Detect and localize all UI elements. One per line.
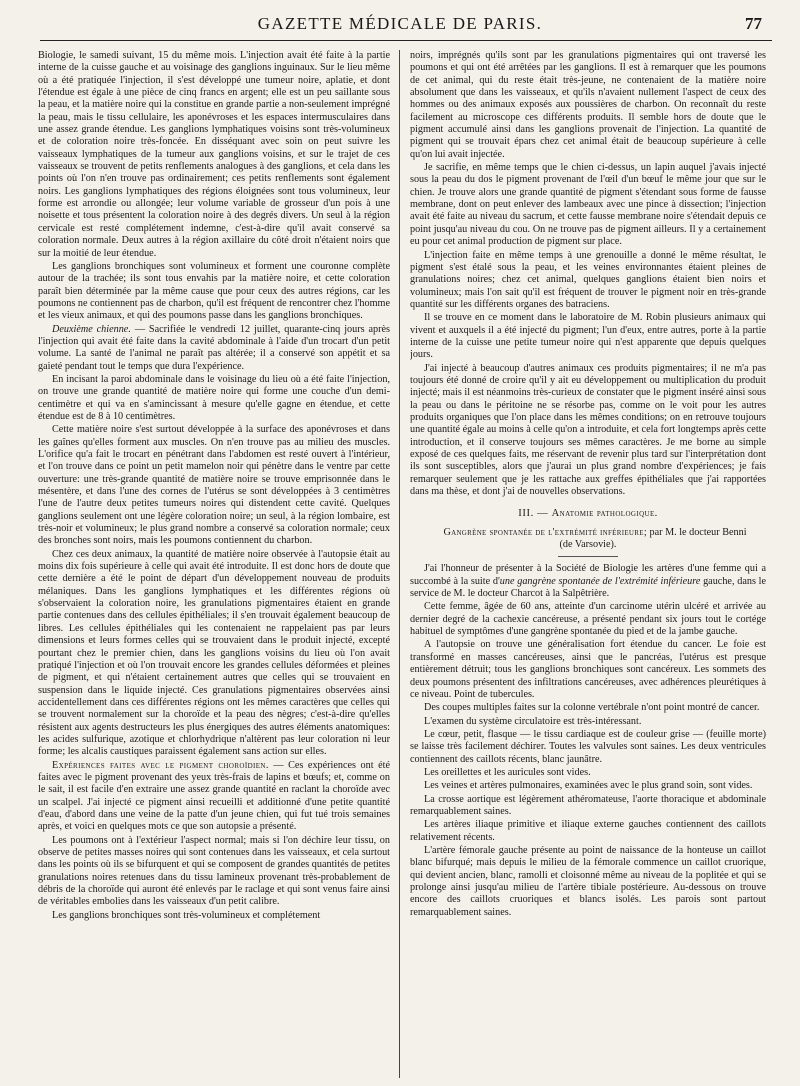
paragraph [38, 760, 390, 834]
page-header [0, 0, 800, 46]
paragraph: noirs, imprégnés qu'ils sont par les granulations pigmentaires qui ont traversé les poumons et qui ont été arrêtées par les ganglions. Il est à remarquer que les poumons de cet animal, qui du reste était très-jeune, ne contenaient de la matière noire absolument que dans les vaisseaux, et qu'ils n'avaient nullement l'aspect de ceux des hommes ou des animaux exposés aux poussières de charbon. On reconnaît du reste facilement au microscope ces différents produits. Il semble hors de doute que le pigment accumulé ainsi dans les ganglions provenait de l'injection. La quantité de pigment qui se trouvait épars chez cet animal était de beaucoup supérieure à celle qu'on lui avait injectée. [410, 50, 766, 160]
paragraph: Il se trouve en ce moment dans le laboratoire de M. Robin plusieurs animaux qui vivent et auxquels il a été injecté du pigment; l'un d'eux, entre autres, porte à la partie interne de la cuisse une petite tumeur noire qui n'est apparente que depuis quelques jours. [410, 312, 766, 361]
paragraph: Les veines et artères pulmonaires, examinées avec le plus grand soin, sont vides. [424, 780, 753, 792]
paragraph: J'ai injecté à beaucoup d'autres animaux ces produits pigmentaires; il ne m'a pas toujours été donné de croire qu'il y ait eu développement ou multiplication du produit injecté; mais il est néanmoins très-curieux de constater que le pigment inséré ainsi sous la peau ou dans le péritoine ne se résorbe pas, comme on le voit pour les autres produits organiques que l'on place dans les mêmes conditions; on en retrouve toujours une quantité égale au moins à celle qu'on a introduite, et cela fort longtemps après cette introduction, et il conserve toujours ses mêmes caractères. Je me borne au simple exposé de ces quelques faits, me réservant de revenir plus tard sur l'interprétation dont ils sont susceptibles, alors que j'aurai un plus grand nombre d'expériences; je fais remarquer seulement que je les rattache aux greffes épithéliales que j'ai rapportées dans ma thèse, et dont j'ai de nouvelles observations. [410, 362, 766, 498]
paragraph: L'examen du système circulatoire est très-intéressant. [424, 715, 642, 727]
paragraph-text: — Ces expériences ont été faites avec le pigment provenant des yeux très-frais de lapins et bœufs; et, comme on le sait, il est facile d'en extraire une assez grande quantité en raclant la choroïde avec un scalpel. J'ai injecté ce pigment ainsi recueilli et additionné d'une petite quantité d'eau, d'abord dans une veine de la patte d'un jeune chien, qui fut tué trois semaines après, et voici en quelques mots ce que son autopsie a présenté. [38, 759, 390, 833]
column-divider [399, 50, 400, 1078]
title-rule [558, 556, 618, 557]
page-number: 77 [745, 14, 762, 33]
paragraph: A l'autopsie on trouve une généralisation fort étendue du cancer. Le foie est transformé en masses cancéreuses, ainsi que le pancréas, l'utérus est presque entièrement détruit; tous les ganglions bronchiques sont cancéreux. Les sommets des deux poumons présentent des infiltrations cancéreuses, avec adhérences pleurétiques à ce niveau. Point de tubercules. [410, 639, 766, 700]
paragraph [410, 563, 766, 600]
emphasis-text: une gangrène spontanée de l'extrémité inférieure [499, 575, 701, 587]
paragraph: Les ganglions bronchiques sont volumineux et forment une couronne complète autour de la trachée; ils sont tous envahis par la matière noire, et cette coloration paraît bien déterminée par la même cause que pour ceux des autres régions, car les poumons ne contiennent pas de charbon, qu'il est fréquent de rencontrer chez l'homme et les vieux animaux, et qui des poumons passe dans les ganglions bronchiques. [38, 260, 390, 322]
paragraph: L'injection faite en même temps à une grenouille a donné le même résultat, le pigment s'est étalé sous la peau, et les veines environnantes étaient pleines de granulations noires; chez cet animal, quelques ganglions étaient bien noirs et volumineux; mais l'on sait qu'il est fréquent de trouver le pigment noir en très-grande quantité sur les différents organes des batraciens. [410, 249, 766, 310]
paragraph: Les poumons ont à l'extérieur l'aspect normal; mais si l'on déchire leur tissu, on observe de petites masses noires qui sont contenues dans les vaisseaux, et cela surtout dans les points où ils se bifurquent et qui se composent de grandes quantités de petites granulations noires retenues dans du tissu lamineux provenant très-probablement de débris de la choroïde qui auront été enlevés par le raclage et qui sont venus faire ainsi de véritables embolies dans les vaisseaux d'un petit calibre. [38, 834, 390, 908]
paragraph-label: Expériences faites avec le pigment choroïdien. [52, 759, 269, 771]
section-number: III. — [518, 508, 549, 520]
header-rule [40, 40, 772, 41]
section-title: Anatomie pathologique. [551, 508, 658, 520]
paragraph-text: — Sacrifiée le vendredi 12 juillet, quarante-cinq jours après l'injection qui avait été faite dans la cavité abdominale à l'aide d'un trocart d'un petit volume. La santé de l'animal ne paraît pas altérée; il a conservé son appétit et sa gaieté pendant tout le temps que dura l'expérience. [38, 323, 390, 372]
article-author: par M. le docteur Benni [646, 526, 747, 538]
paragraph: La crosse aortique est légèrement athéromateuse, l'aorte thoracique et abdominale remarquablement saines. [410, 793, 766, 817]
right-column [410, 50, 766, 1080]
paragraph: Des coupes multiples faites sur la colonne vertébrale n'ont point montré de cancer. [424, 702, 760, 714]
paragraph-text: J'ai l'honneur de présenter à la Société de Biologie les artères d'une femme qui a succombé à la suite d' [410, 563, 766, 587]
paragraph: Cette femme, âgée de 60 ans, atteinte d'un carcinome utérin ulcéré et arrivée au dernier degré de la cachexie cancéreuse, a présenté pendant six jours tout le cortége habituel de symptômes d'une gangrène spontanée du pied et de la jambe gauche. [410, 601, 766, 638]
paragraph: Les oreillettes et les auricules sont vides. [424, 766, 591, 778]
paragraph: En incisant la paroi abdominale dans le voisinage du lieu où a été faite l'injection, on trouve une grande quantité de matière noire qui forme une couche d'un demi-centimètre et qui va en s'amincissant à mesure qu'elle gagne en étendue, et cette étendue est de 8 à 10 centimètres. [38, 373, 390, 422]
paragraph: Les artères iliaque primitive et iliaque externe gauches contiennent des caillots relativement récents. [410, 819, 766, 843]
journal-title: GAZETTE MÉDICALE DE PARIS. [257, 14, 543, 33]
paragraph [38, 324, 390, 373]
article-place: (de Varsovie). [559, 539, 617, 551]
paragraph: Biologie, le samedi suivant, 15 du même mois. L'injection avait été faite à la partie interne de la cuisse gauche et au voisinage des ganglions inguinaux. Sur le lieu même où a été pratiquée l'injection, il s'est développé une tumeur noire, aplatie, et dont l'étendue est égale à une pièce de cinq francs en argent; elle est un peu saillante sous la peau, et la matière noire qui la constitue en grande partie a non-seulement imprégné la peau, mais le tissu cellulaire, les aponévroses et les espaces intermusculaires dans une assez grande étendue. Les ganglions lymphatiques voisins sont très-volumineux et de coloration noire très-foncée. En disséquant avec soin on peut suivre les vaisseaux lymphatiques de la tumeur aux ganglions voisins, et sur le trajet de ces vaisseaux se trouvent de petits renflements analogues à des ganglions, et cela dans les points où l'on n'en trouve pas ordinairement; ces petits renflements sont également noirs. Les ganglions lymphatiques des régions éloignées sont tous volumineux, leur forme est arrondie ou allongée; leur volume variable de grosseur d'un pois à une noisette et tous présentent la coloration noire à des degrés divers. Un seul à la région cervicale est resté complétement indemne, c'est-à-dire qu'il avait conservé sa coloration normale. Deux autres à la région axillaire du côté droit n'étaient noirs que sur la moitié de leur étendue. [38, 50, 390, 259]
paragraph: Les ganglions bronchiques sont très-volumineux et complétement [52, 909, 321, 921]
paragraph: L'artère fémorale gauche présente au point de naissance de la honteuse un caillot blanc bifurqué; mais depuis le milieu de la fémorale commence un caillot cruorique, qui devient ancien, blanc, ramolli et cloisonné même au niveau de la poplitée et qui se prolonge ainsi jusqu'au milieu de l'artère tibiale postérieure. Au-dessous on trouve encore des caillots cruoriques et blancs isolés. Les parois sont partout remarquablement saines. [410, 844, 766, 918]
article-title [410, 527, 766, 552]
section-heading [410, 508, 766, 520]
paragraph: Le cœur, petit, flasque — le tissu cardiaque est de couleur grise — (feuille morte) se laisse très facilement déchirer. Toutes les valvules sont saines. Les deux ventricules contiennent des caillots récents, blanc jaunâtre. [410, 728, 766, 765]
paragraph: Je sacrifie, en même temps que le chien ci-dessus, un lapin auquel j'avais injecté sous la peau du dos le pigment provenant de l'œil d'un bœuf le même jour que sur le chien. Je trouve alors une grande quantité de pigment s'étendant sous forme de fausse membrane, dont on peut enlever des lambeaux avec une pince à dissection; l'injection avait été faite au niveau du sacrum, et cette fausse membrane noire s'étendait depuis ce point jusqu'au niveau du cou. On ne trouve pas de pigment ailleurs. Il y a certainement eu pour cet animal production de pigment sur place. [410, 162, 766, 248]
paragraph-label: Deuxième chienne. [52, 323, 131, 335]
paragraph: Cette matière noire s'est surtout développée à la surface des aponévroses et dans les gaînes qu'elles forment aux muscles. On n'en trouve pas au milieu des muscles. L'orifice qu'a fait le trocart en pénétrant dans l'abdomen est resté ouvert à l'intérieur, et l'on trouve dans ce point un petit mamelon noir qui pénètre dans le ventre par cette ouverture: une très-grande quantité de matière noire se trouve emprisonnée dans le mésentère, et dans l'une des cornes de l'utérus se sont développées à 3 centimètres l'une de l'autre deux petites tumeurs noires qui distendent cette cavité. Quelques ganglions seulement ont une légère coloration noire; un seul, à la région lombaire, est très-noir et volumineux; le plus grand nombre a conservé sa coloration normale; ceux des bronches sont noirs, mais les poumons contiennent du charbon. [38, 424, 390, 547]
left-column [38, 50, 390, 1080]
paragraph-text: gauche, dans le service de M. le docteur Charcot à la Salpêtrière. [410, 575, 766, 600]
article-title-text: Gangrène spontanée de l'extrémité inférieure; [443, 526, 647, 538]
paragraph: Chez ces deux animaux, la quantité de matière noire observée à l'autopsie était au moins dix fois supérieure à celle qui avait été introduite. Il est donc hors de doute que cette dernière a été le point de départ d'un développement nouveau de produits mélaniques. Dans les ganglions lymphatiques et les différentes régions où s'observaient la coloration noire, les granulations pigmentaires étaient en grande partie contenues dans des cellules épithéliales; il s'en trouvait également beaucoup de libres. Les cellules épithéliales qui les contenaient ne rappelaient pas par leurs dimensions et leurs formes celles qui se trouvaient dans le produit injecté, excepté pourtant chez le premier chien, dans les ganglions voisins du lieu où l'on avait pratiqué l'injection et où l'on trouvait encore les grandes cellules déformées et pleines de pigment, et qui n'étaient certainement autres que celles qui se trouvaient en suspension dans le liquide injecté. Ces granulations pigmentaires observées ainsi accidentellement dans ces différentes régions ont les mêmes caractères que celles qui se trouvent normalement sur la choroïde et la peau des nègres; c'est-à-dire qu'elles résistent aux agents destructeurs les plus énergiques des autres éléments anatomiques: les acides sulfurique, azotique et chlorhydrique n'altèrent pas leur coloration ni leur forme; les alcalis caustiques paraissent également sans action sur elles. [38, 548, 390, 758]
